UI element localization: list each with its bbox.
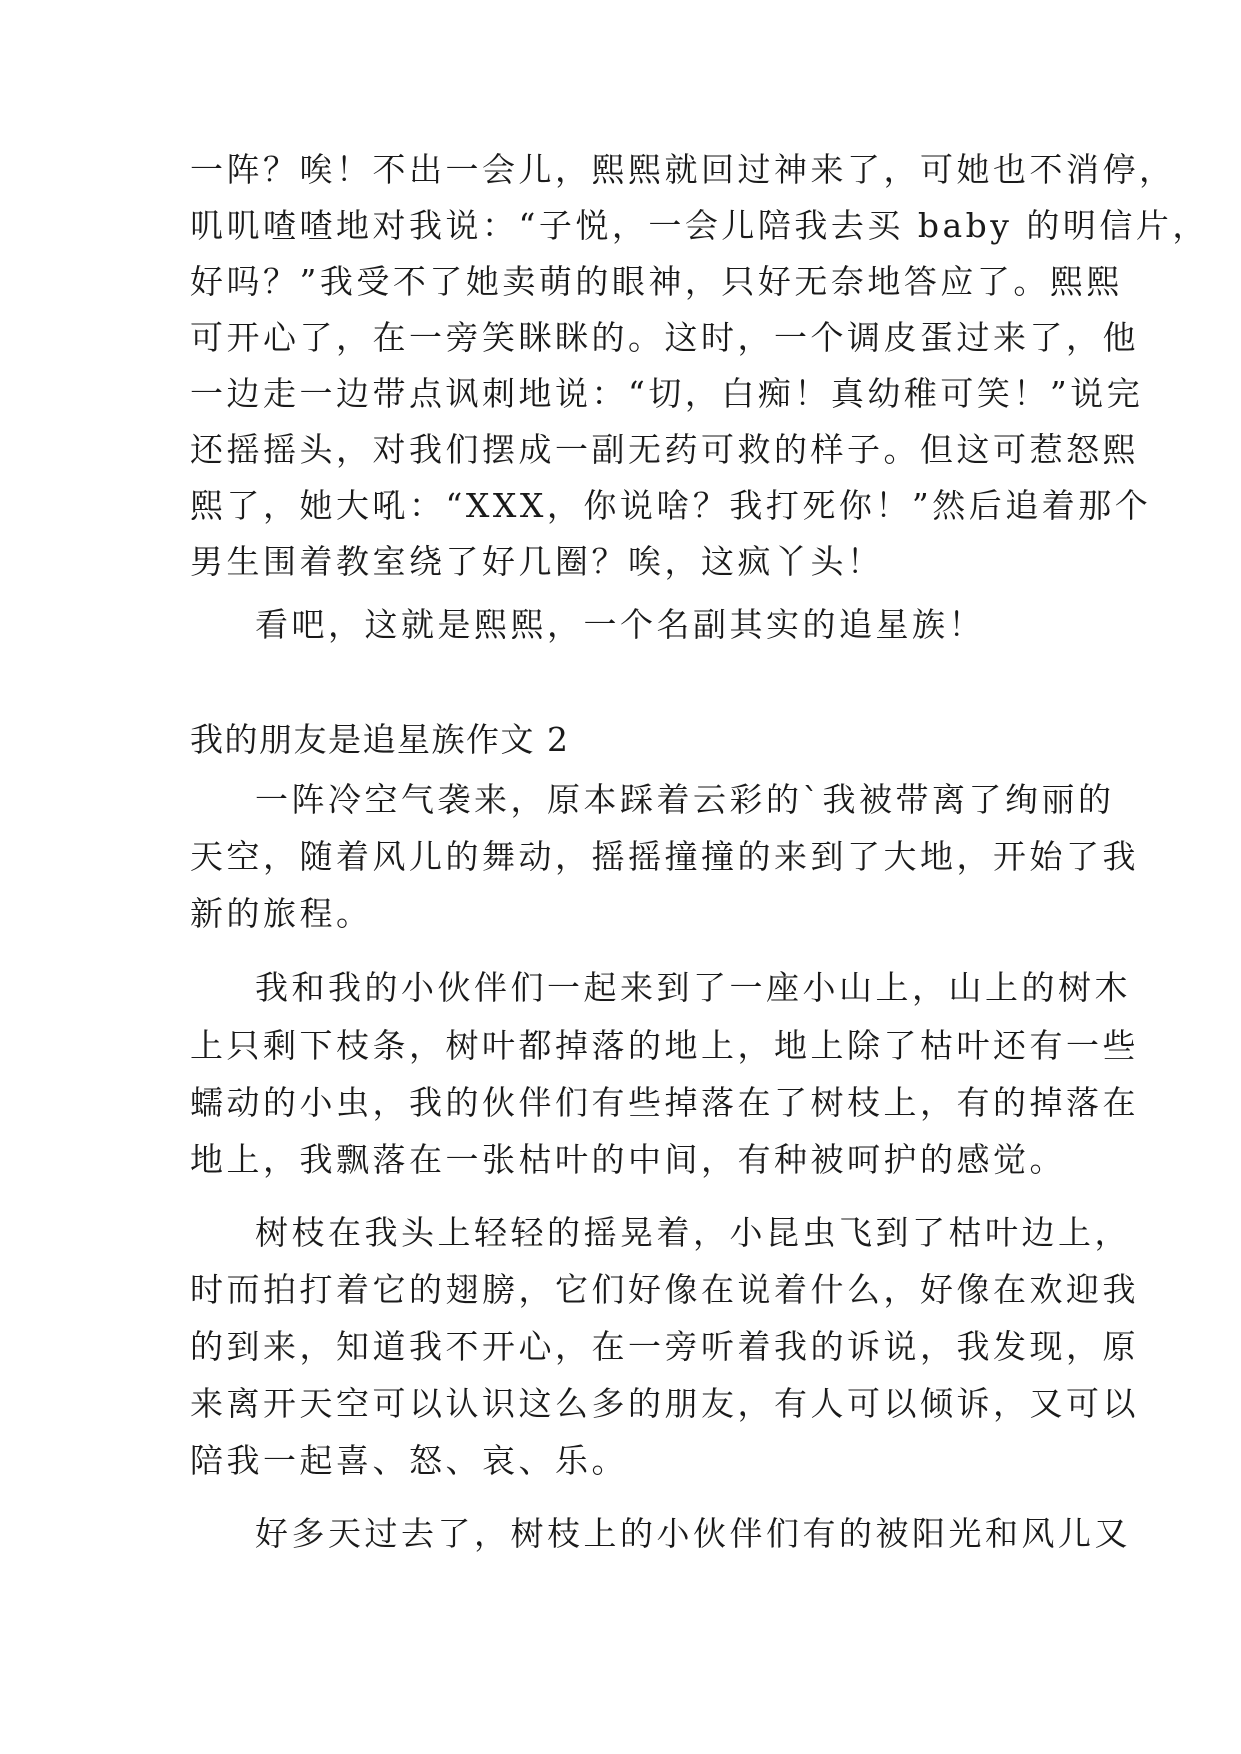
text-line: 地上，我飘落在一张枯叶的中间，有种被呵护的感觉。 [190, 1140, 1066, 1179]
text-line: 的到来，知道我不开心，在一旁听着我的诉说，我发现，原 [190, 1327, 1139, 1366]
essay-title: 我的朋友是追星族作文 2 [190, 720, 570, 759]
text-line: 看吧，这就是熙熙，一个名副其实的追星族！ [255, 605, 985, 644]
text-line: 一阵冷空气袭来，原本踩着云彩的`我被带离了绚丽的 [255, 780, 1115, 819]
text-line: 还摇摇头，对我们摆成一副无药可救的样子。但这可惹怒熙 [190, 430, 1139, 469]
text-line: 我和我的小伙伴们一起来到了一座小山上，山上的树木 [255, 968, 1131, 1007]
text-line: 好吗？”我受不了她卖萌的眼神，只好无奈地答应了。熙熙 [190, 262, 1123, 301]
text-line: 男生围着教室绕了好几圈？唉，这疯丫头！ [190, 542, 884, 581]
text-line: 时而拍打着它的翅膀，它们好像在说着什么，好像在欢迎我 [190, 1270, 1139, 1309]
text-line: 好多天过去了，树枝上的小伙伴们有的被阳光和风儿又 [255, 1514, 1131, 1553]
text-line: 树枝在我头上轻轻的摇晃着，小昆虫飞到了枯叶边上， [255, 1213, 1131, 1252]
text-line: 新的旅程。 [190, 894, 373, 933]
text-line: 上只剩下枝条，树叶都掉落的地上，地上除了枯叶还有一些 [190, 1026, 1139, 1065]
text-line: 一边走一边带点讽刺地说：“切，白痴！真幼稚可笑！”说完 [190, 374, 1144, 413]
text-line: 可开心了，在一旁笑眯眯的。这时，一个调皮蛋过来了，他 [190, 318, 1139, 357]
text-line: 熙了，她大吼：“XXX，你说啥？我打死你！”然后追着那个 [190, 486, 1152, 525]
text-line: 天空，随着风儿的舞动，摇摇撞撞的来到了大地，开始了我 [190, 837, 1139, 876]
text-line: 来离开天空可以认识这么多的朋友，有人可以倾诉，又可以 [190, 1384, 1139, 1423]
text-line: 一阵？唉！不出一会儿，熙熙就回过神来了，可她也不消停， [190, 150, 1176, 189]
text-line: 蠕动的小虫，我的伙伴们有些掉落在了树枝上，有的掉落在 [190, 1083, 1139, 1122]
text-line: 陪我一起喜、怒、哀、乐。 [190, 1441, 628, 1480]
text-line: 叽叽喳喳地对我说：“子悦，一会儿陪我去买 baby 的明信片， [190, 206, 1209, 245]
